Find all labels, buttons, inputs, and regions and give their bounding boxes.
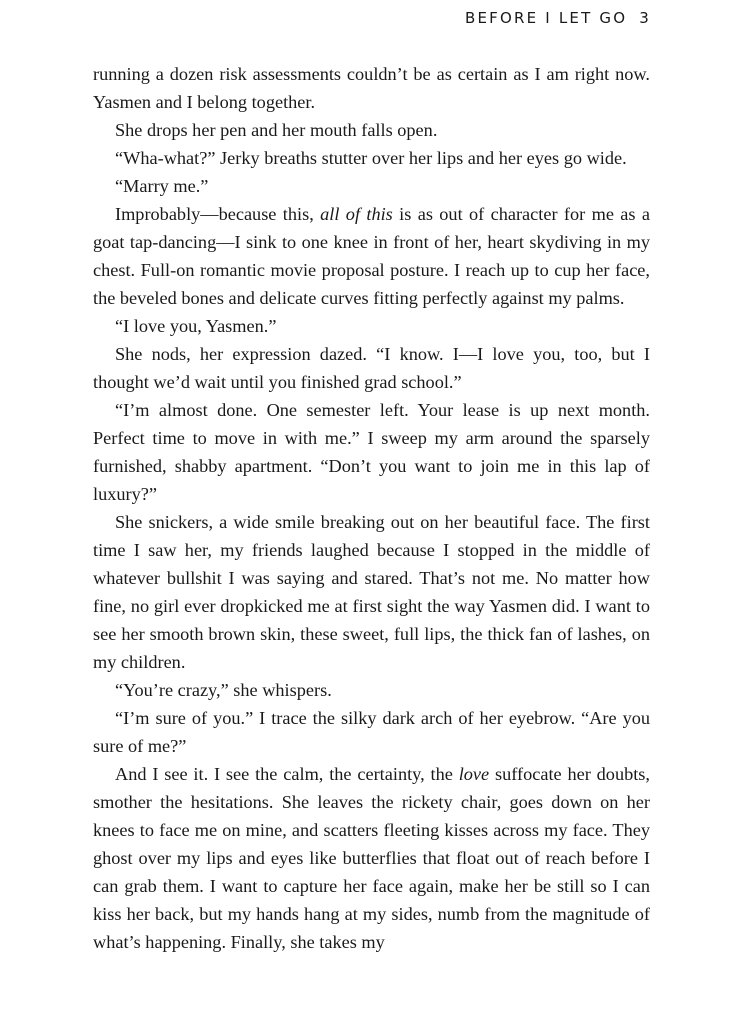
running-title: BEFORE I LET GO [464, 9, 628, 27]
paragraph [93, 760, 650, 956]
paragraph: “I love you, Yasmen.” [115, 316, 277, 336]
page-number: 3 [639, 9, 651, 27]
emphasis-text: love [458, 764, 490, 784]
running-header [465, 9, 651, 27]
paragraph [93, 200, 650, 312]
paragraph: “Wha-what?” Jerky breaths stutter over her lips and her eyes go wide. [115, 148, 627, 168]
text-run: is as out of character for me as a goat tap-dancing—I sink to one knee in front of her, heart skydiving in my chest. Full-on romantic movie proposal posture. I reach up to cup her face, the beveled bones and delicate curves fitting perfectly against my palms. [93, 204, 650, 308]
text-run: And I see it. I see the calm, the certainty, the [115, 764, 459, 784]
emphasis-text: all of this [320, 204, 393, 224]
paragraph: She snickers, a wide smile breaking out on her beautiful face. The first time I saw her, my friends laughed because I stopped in the middle of whatever bullshit I was saying and stared. That’s not me. No matter how fine, no girl ever dropkicked me at first sight the way Yasmen did. I want to see her smooth brown skin, these sweet, full lips, the thick fan of lashes, on my children. [93, 512, 650, 672]
paragraph: “You’re crazy,” she whispers. [115, 680, 332, 700]
paragraph: “I’m almost done. One semester left. Your lease is up next month. Perfect time to move in with me.” I sweep my arm around the sparsely furnished, shabby apartment. “Don’t you want to join me in this lap of luxury?” [93, 400, 650, 504]
paragraph: “Marry me.” [115, 176, 209, 196]
paragraph: running a dozen risk assessments couldn’t be as certain as I am right now. Yasmen and I belong together. [93, 64, 650, 112]
paragraph: “I’m sure of you.” I trace the silky dark arch of her eyebrow. “Are you sure of me?” [93, 708, 650, 756]
page-body [93, 60, 650, 956]
paragraph: She nods, her expression dazed. “I know. I—I love you, too, but I thought we’d wait until you finished grad school.” [93, 344, 650, 392]
text-run: suffocate her doubts, smother the hesitations. She leaves the rickety chair, goes down on her knees to face me on mine, and scatters fleeting kisses across my face. They ghost over my lips and eyes like butterflies that float out of reach before I can grab them. I want to capture her face again, make her be still so I can kiss her back, but my hands hang at my sides, numb from the magnitude of what’s happening. Finally, she takes my [93, 764, 650, 952]
text-run: Improbably—because this, [115, 204, 321, 224]
paragraph: She drops her pen and her mouth falls open. [115, 120, 438, 140]
